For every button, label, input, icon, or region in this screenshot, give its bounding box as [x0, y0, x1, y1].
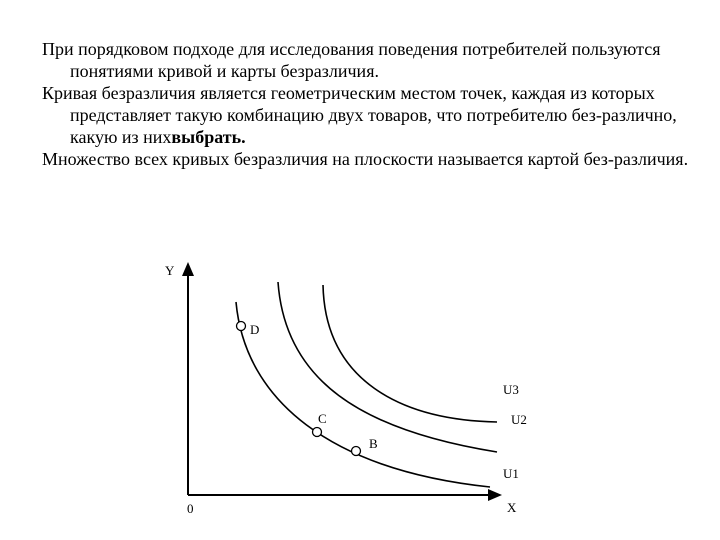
- x-axis-label: X: [507, 500, 517, 515]
- point-d: [237, 322, 246, 331]
- curve-u3-label: U3: [503, 382, 519, 397]
- paragraph-3: Множество всех кривых безразличия на плоскости называется картой без-различия.: [42, 149, 689, 169]
- point-b: [352, 447, 361, 456]
- indifference-curve-u2: [278, 282, 497, 452]
- origin-label: 0: [187, 501, 194, 516]
- y-axis-label: Y: [165, 263, 175, 278]
- curve-u1-label: U1: [503, 466, 519, 481]
- indifference-curve-u3: [323, 285, 497, 422]
- point-c: [313, 428, 322, 437]
- indifference-curve-u1: [236, 302, 490, 487]
- paragraph-2: Кривая безразличия является геометрическим местом точек, каждая из которых представляет такую комбинацию двух товаров, что потребителю без-различно, какую из нихвыбрать.: [42, 83, 677, 147]
- paragraph-1: При порядковом подходе для исследования поведения потребителей пользуются понятиями кривой и карты безразличия.: [42, 39, 661, 81]
- x-axis-arrow: [488, 489, 502, 501]
- curve-u2-label: U2: [511, 412, 527, 427]
- point-d-label: D: [250, 322, 260, 337]
- y-axis-arrow: [182, 262, 194, 276]
- bold-word: выбрать.: [171, 127, 246, 147]
- point-c-label: C: [318, 411, 327, 426]
- point-b-label: B: [369, 436, 378, 451]
